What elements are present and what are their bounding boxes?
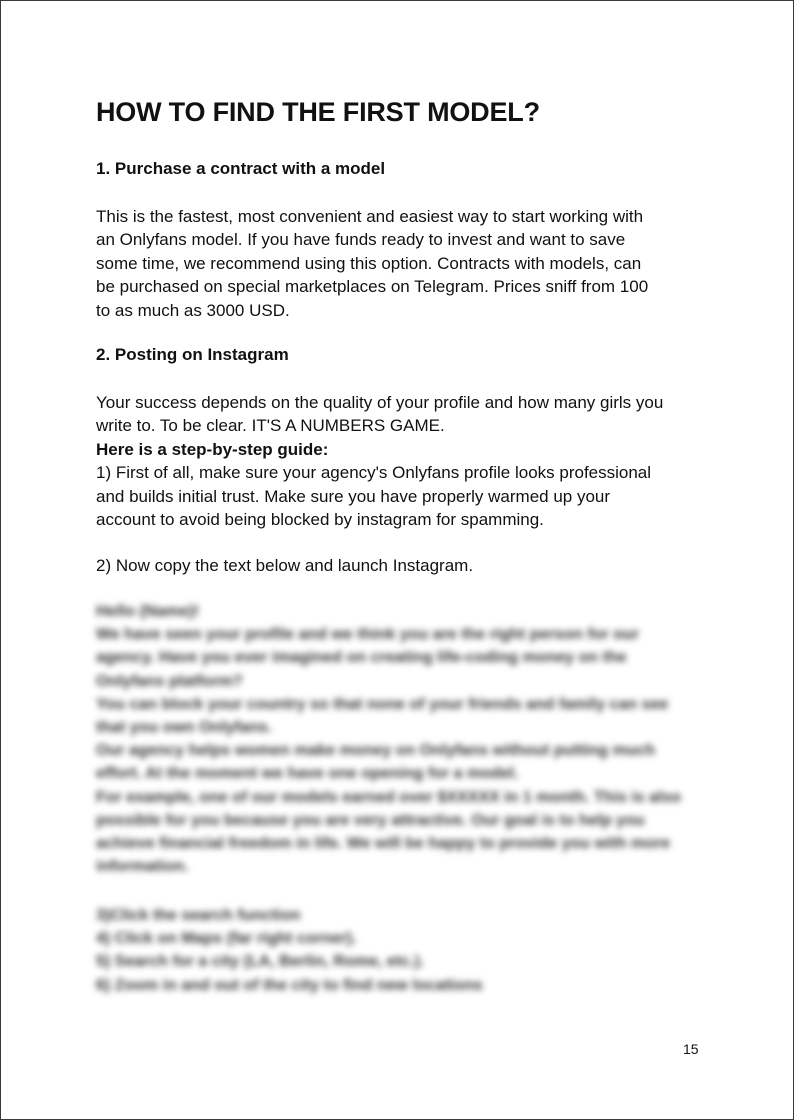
blurred-line: possible for you because you are very attractive. Our goal is to help you bbox=[96, 811, 645, 829]
page-number: 15 bbox=[683, 1041, 699, 1057]
page-title: HOW TO FIND THE FIRST MODEL? bbox=[96, 97, 540, 127]
step-line: and builds initial trust. Make sure you have properly warmed up your bbox=[96, 486, 611, 506]
step-line: account to avoid being blocked by instagram for spamming. bbox=[96, 510, 544, 530]
blurred-line: You can block your country so that none of your friends and family can see bbox=[96, 695, 669, 713]
blurred-line: For example, one of our models earned over $XXXXX in 1 month. This is also bbox=[96, 788, 682, 806]
blurred-step: 5) Search for a city (LA, Berlin, Rome, etc.). bbox=[96, 953, 425, 971]
paragraph-line: write to. To be clear. IT'S A NUMBERS GAME. bbox=[96, 416, 445, 436]
step-line: 1) First of all, make sure your agency's Onlyfans profile looks professional bbox=[96, 463, 652, 483]
blurred-line: achieve financial freedom in life. We will be happy to provide you with more bbox=[96, 835, 671, 853]
paragraph-line: This is the fastest, most convenient and easiest way to start working with bbox=[96, 207, 644, 226]
blurred-steps bbox=[96, 904, 708, 997]
paragraph-line: Your success depends on the quality of your profile and how many girls you bbox=[96, 393, 664, 412]
blurred-step: 4) Click on Maps (far right corner). bbox=[96, 930, 357, 948]
section1-heading: 1. Purchase a contract with a model bbox=[96, 159, 386, 178]
paragraph-line: be purchased on special marketplaces on Telegram. Prices sniff from 100 bbox=[96, 277, 649, 297]
step2-line bbox=[96, 554, 708, 577]
blurred-line: agency. Have you ever imagined on creating life-coding money on the bbox=[96, 649, 627, 667]
paragraph-line: an Onlyfans model. If you have funds ready to invest and want to save bbox=[96, 230, 626, 250]
section2-heading: 2. Posting on Instagram bbox=[96, 345, 289, 364]
blurred-line: Our agency helps women make money on Onlyfans without putting much bbox=[96, 742, 656, 760]
blurred-line: effort. At the moment we have one opening for a model. bbox=[96, 765, 519, 783]
blurred-step: 6) Zoom in and out of the city to find new locations bbox=[96, 976, 483, 994]
blurred-line: We have seen your profile and we think you are the right person for our bbox=[96, 626, 639, 644]
step-line: 2) Now copy the text below and launch Instagram. bbox=[96, 556, 474, 575]
blurred-message-template bbox=[96, 600, 708, 878]
blurred-line: Onlyfans platform? bbox=[96, 672, 243, 690]
guide-heading: Here is a step-by-step guide: bbox=[96, 439, 329, 459]
blurred-line: Hello (Name)! bbox=[96, 603, 200, 620]
blurred-line: information. bbox=[96, 858, 189, 876]
blurred-step: 3)Click the search function bbox=[96, 907, 301, 924]
section2-paragraph bbox=[96, 391, 708, 531]
paragraph-line: to as much as 3000 USD. bbox=[96, 300, 290, 320]
paragraph-line: some time, we recommend using this option. Contracts with models, can bbox=[96, 253, 642, 273]
section1-paragraph bbox=[96, 205, 708, 322]
blurred-line: that you own Onlyfans. bbox=[96, 719, 273, 737]
